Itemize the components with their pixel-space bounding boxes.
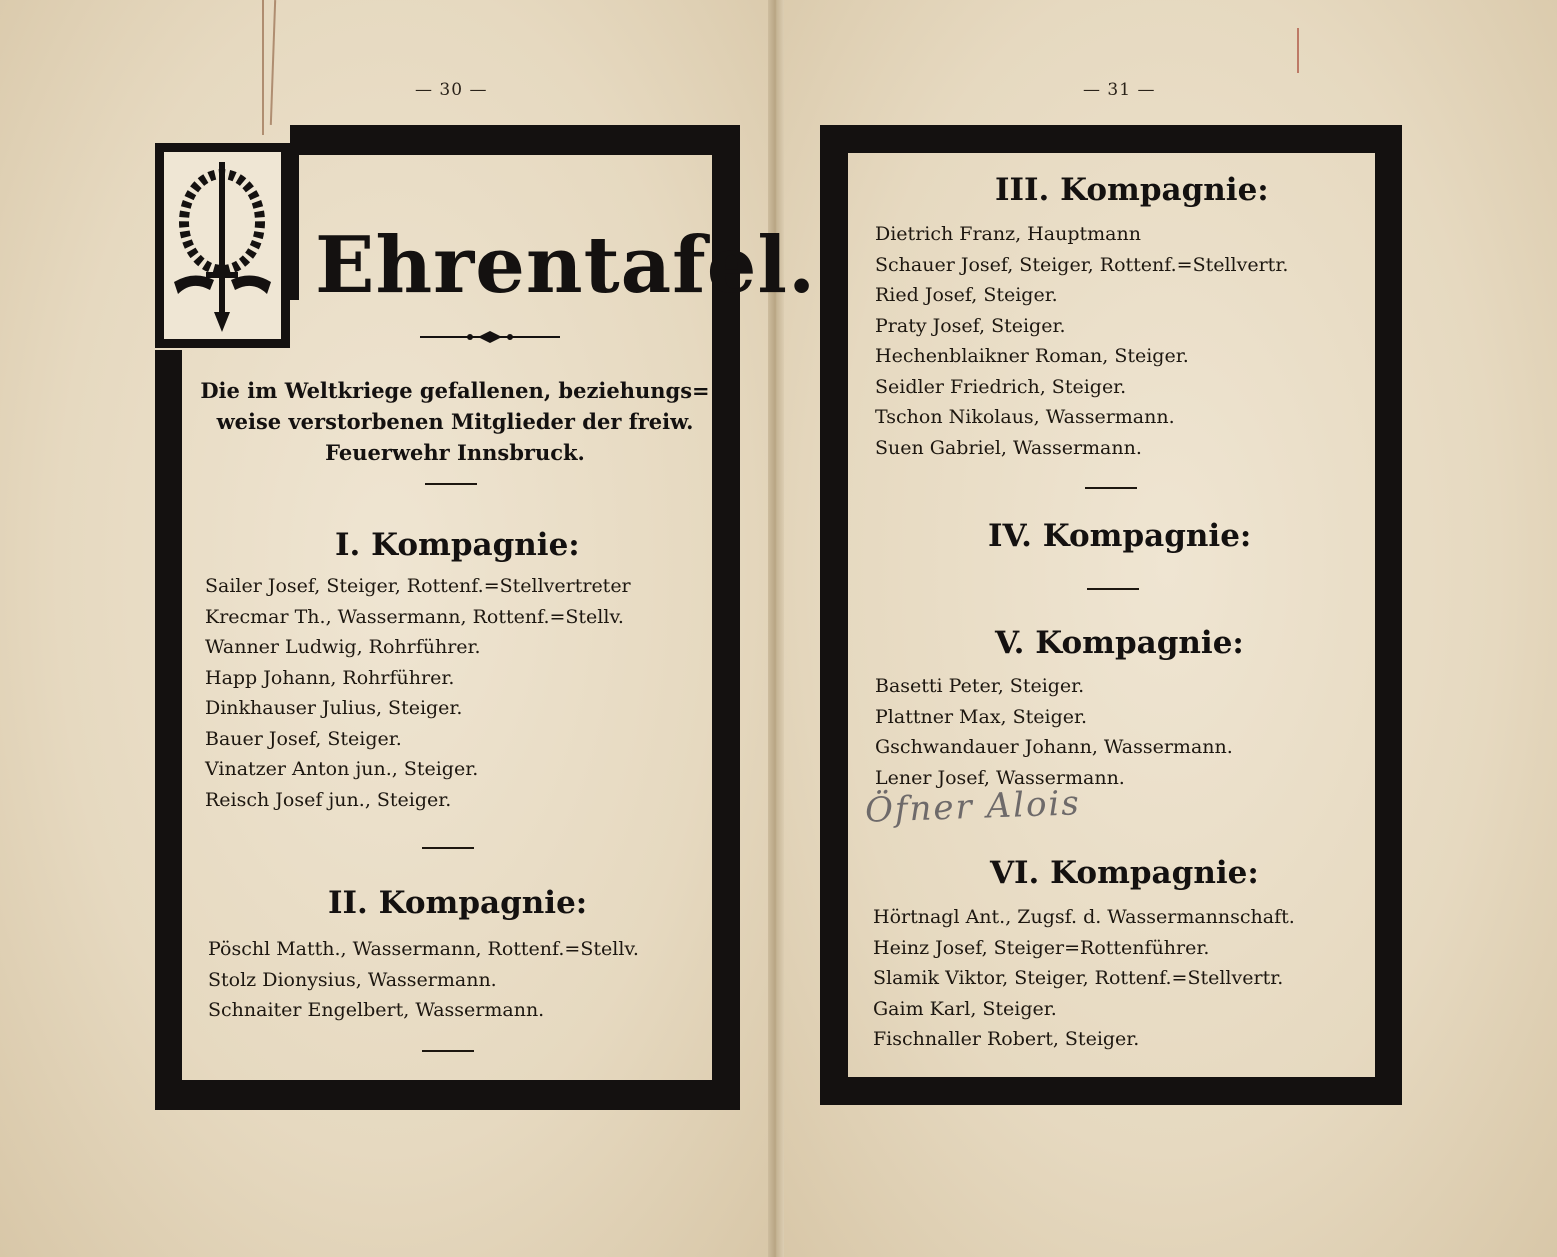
divider-rule (1087, 588, 1139, 590)
divider-rule (425, 483, 477, 485)
list-item: Dietrich Franz, Hauptmann (875, 223, 1141, 245)
stain-line (1297, 28, 1299, 73)
list-item: Heinz Josef, Steiger=Rottenführer. (873, 936, 1210, 959)
company-3-heading: III. Kompagnie: (995, 172, 1269, 208)
list-item: Stolz Dionysius, Wassermann. (208, 968, 497, 991)
list-item: Slamik Viktor, Steiger, Rottenf.=Stellvertr. (873, 967, 1284, 989)
page-title: Ehrentafel. (315, 220, 817, 311)
company-5-list (875, 671, 1233, 793)
company-1-heading: I. Kompagnie: (335, 527, 580, 563)
company-3-list (875, 219, 1288, 463)
page-number-right: — 31 — (1083, 80, 1156, 100)
list-item: Plattner Max, Steiger. (875, 705, 1088, 728)
list-item: Hechenblaikner Roman, Steiger. (875, 345, 1189, 367)
intro-text: Die im Weltkriege gefallenen, beziehungs= weise verstorbenen Mitglieder der freiw. Feuerwehr Innsbruck. (200, 378, 710, 465)
list-item: Schauer Josef, Steiger, Rottenf.=Stellvertr. (875, 253, 1289, 276)
list-item: Happ Johann, Rohrführer. (205, 666, 455, 689)
company-1-list (205, 571, 631, 815)
list-item: Gschwandauer Johann, Wassermann. (875, 736, 1233, 758)
list-item: Fischnaller Robert, Steiger. (873, 1028, 1140, 1050)
company-5-heading: V. Kompagnie: (995, 625, 1244, 661)
list-item: Vinatzer Anton jun., Steiger. (205, 758, 479, 780)
handwritten-note: Öfner Alois (864, 783, 1082, 831)
list-item: Gaim Karl, Steiger. (873, 997, 1057, 1020)
book-gutter (768, 0, 784, 1257)
divider-rule (1085, 487, 1137, 489)
company-2-list (208, 934, 639, 1026)
list-item: Pöschl Matth., Wassermann, Rottenf.=Stellv. (208, 938, 639, 960)
list-item: Sailer Josef, Steiger, Rottenf.=Stellvertreter (205, 575, 631, 597)
list-item: Praty Josef, Steiger. (875, 314, 1066, 337)
divider-rule (422, 847, 474, 849)
list-item: Krecmar Th., Wassermann, Rottenf.=Stellv. (205, 605, 624, 628)
divider-rule (422, 1050, 474, 1052)
list-item: Seidler Friedrich, Steiger. (875, 375, 1127, 398)
divider-ornament-icon (420, 330, 560, 344)
list-item: Reisch Josef jun., Steiger. (205, 788, 452, 811)
company-2-heading: II. Kompagnie: (328, 885, 588, 921)
company-4-heading: IV. Kompagnie: (988, 518, 1252, 554)
list-item: Lener Josef, Wassermann. (875, 766, 1125, 789)
list-item: Hörtnagl Ant., Zugsf. d. Wassermannschaft. (873, 906, 1295, 928)
list-item: Basetti Peter, Steiger. (875, 675, 1085, 697)
wreath-sword-emblem-icon (155, 143, 290, 348)
page-number-left: — 30 — (415, 80, 488, 100)
company-6-list (873, 902, 1295, 1055)
list-item: Tschon Nikolaus, Wassermann. (875, 406, 1175, 428)
company-6-heading: VI. Kompagnie: (990, 855, 1259, 891)
list-item: Suen Gabriel, Wassermann. (875, 436, 1142, 459)
list-item: Dinkhauser Julius, Steiger. (205, 697, 463, 719)
list-item: Wanner Ludwig, Rohrführer. (205, 636, 481, 658)
list-item: Ried Josef, Steiger. (875, 284, 1058, 306)
stain-line (262, 0, 264, 135)
list-item: Bauer Josef, Steiger. (205, 727, 402, 750)
list-item: Schnaiter Engelbert, Wassermann. (208, 999, 545, 1021)
